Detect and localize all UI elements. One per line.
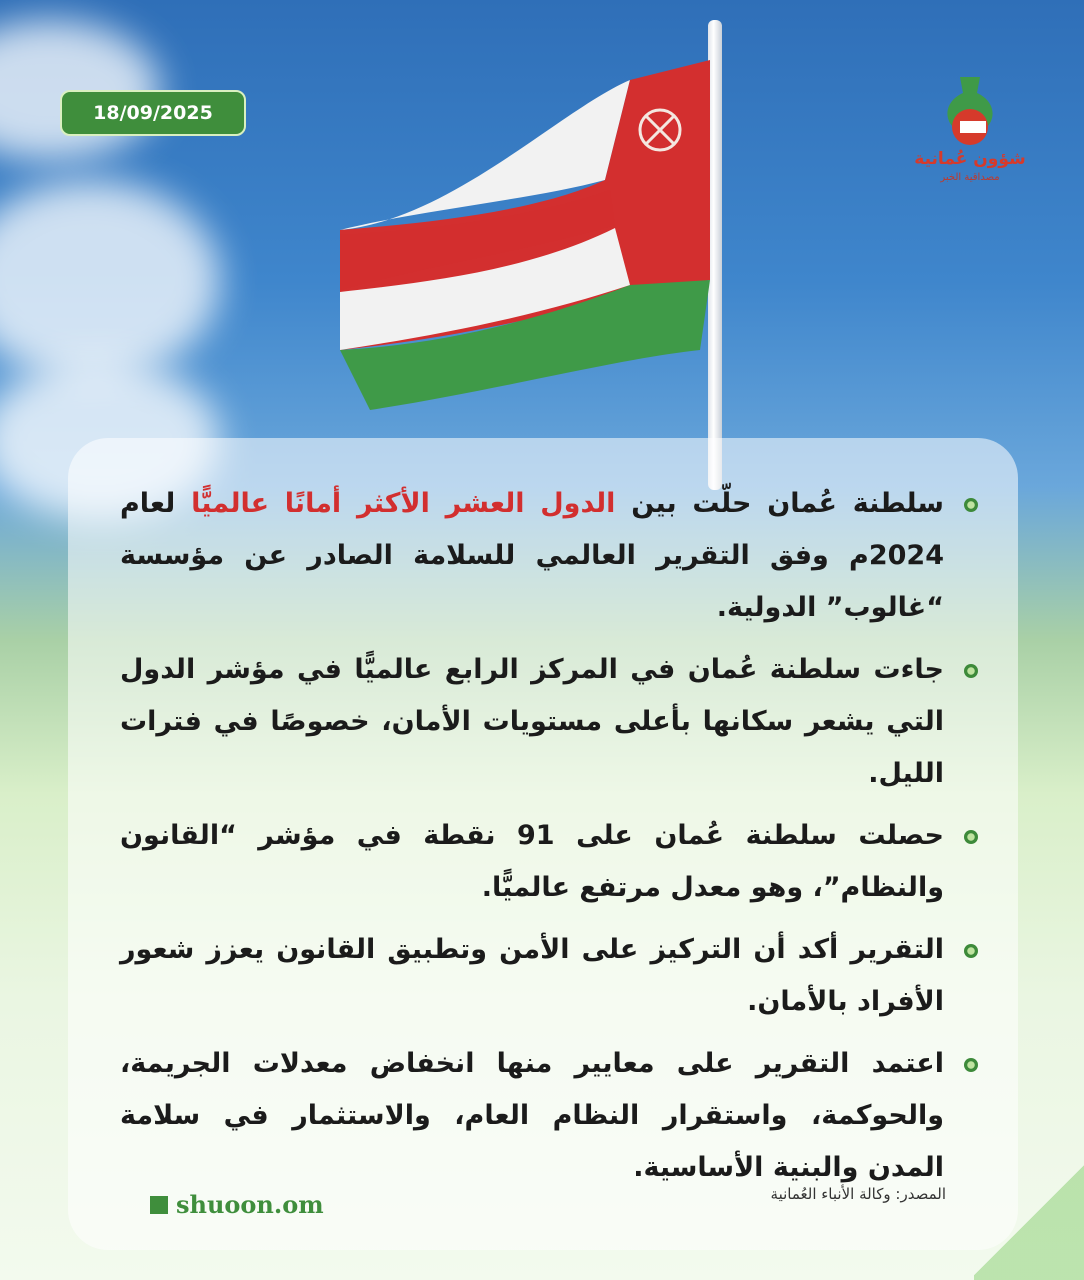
- square-icon: [150, 1196, 168, 1214]
- list-item: [120, 478, 1000, 634]
- logo-name: شؤون عُمانية: [914, 149, 1026, 169]
- bullet-icon: [964, 1058, 978, 1072]
- list-item: [120, 924, 1000, 1028]
- bullet-icon: [964, 830, 978, 844]
- bullet-text: اعتمد التقرير على معايير منها انخفاض معدلات الجريمة، والحوكمة، واستقرار النظام العام، والاستثمار في سلامة المدن والبنية الأساسية.: [120, 1048, 944, 1183]
- list-item: [120, 644, 1000, 800]
- bullet-list: [120, 478, 1000, 1204]
- date-badge: 18/09/2025: [60, 90, 246, 136]
- bullet-icon: [964, 944, 978, 958]
- horn-logo-icon: [905, 75, 1035, 149]
- source-credit: المصدر: وكالة الأنباء العُمانية: [770, 1185, 946, 1203]
- list-item: [120, 1038, 1000, 1194]
- website-label: shuoon.om: [176, 1190, 324, 1219]
- bullet-icon: [964, 664, 978, 678]
- bullet-text: سلطنة عُمان حلّت بين الدول العشر الأكثر أمانًا عالميًّا لعام 2024م وفق التقرير العالمي للسلامة الصادر عن مؤسسة “غالوب” الدولية.: [120, 488, 944, 623]
- bullet-icon: [964, 498, 978, 512]
- highlight-text: الدول العشر الأكثر أمانًا عالميًّا: [191, 488, 616, 519]
- bullet-text: جاءت سلطنة عُمان في المركز الرابع عالميًّا في مؤشر الدول التي يشعر سكانها بأعلى مستويات الأمان، خصوصًا في فترات الليل.: [120, 654, 944, 789]
- website-link[interactable]: [150, 1190, 324, 1219]
- oman-flag-image: [330, 60, 730, 420]
- logo-tagline: مصداقية الخبر: [940, 172, 1000, 183]
- bullet-text: التقرير أكد أن التركيز على الأمن وتطبيق القانون يعزز شعور الأفراد بالأمان.: [120, 934, 944, 1017]
- brand-logo: [905, 75, 1035, 190]
- corner-decoration: [974, 1160, 1084, 1280]
- list-item: [120, 810, 1000, 914]
- bullet-text: حصلت سلطنة عُمان على 91 نقطة في مؤشر “القانون والنظام”، وهو معدل مرتفع عالميًّا.: [120, 820, 944, 903]
